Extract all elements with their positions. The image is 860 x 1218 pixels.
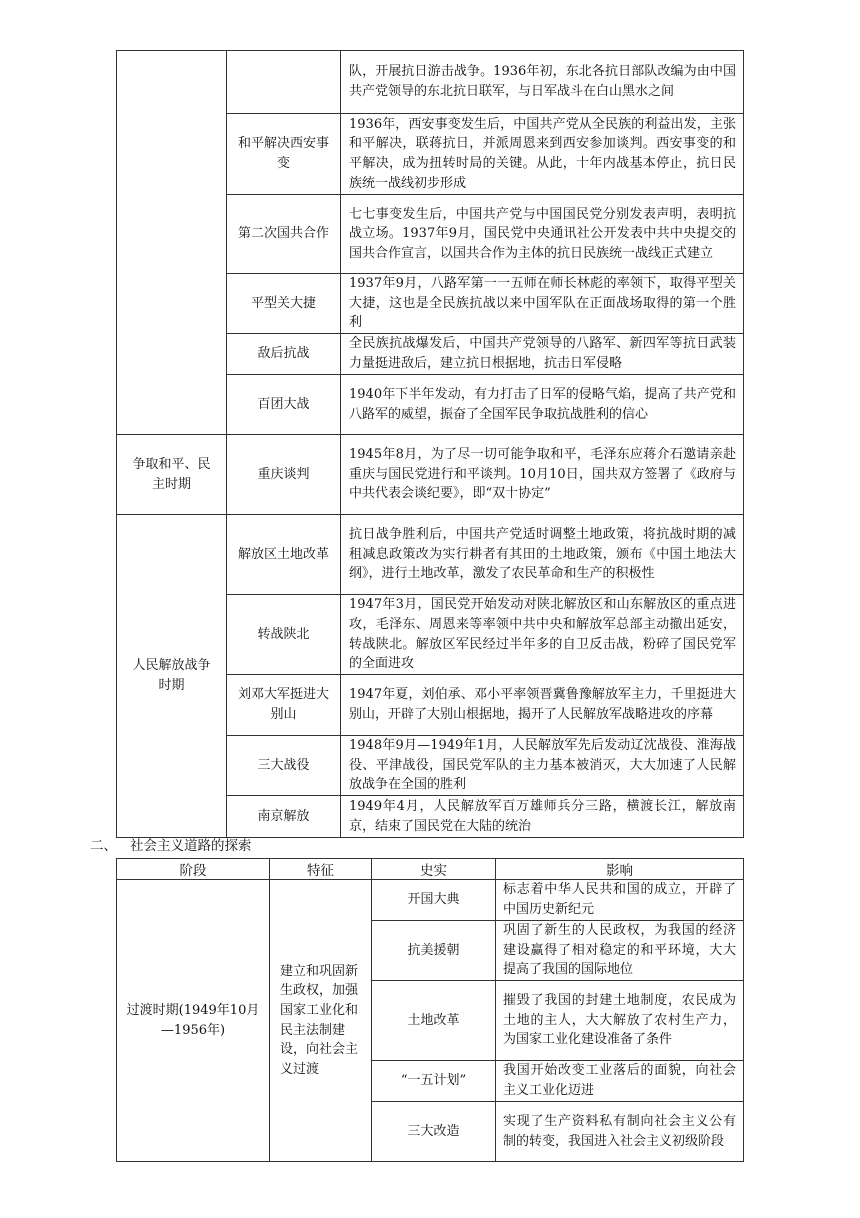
impact-cell: 抗日战争胜利后，中国共产党适时调整土地政策，将抗战时期的减租减息政策改为实行耕者有其田的土地政策，颁布《中国土地法大纲》，进行土地改革，激发了农民革命和生产的积极性 <box>341 515 744 595</box>
fact-cell: 三大战役 <box>227 736 341 796</box>
impact-cell: 全民族抗战爆发后，中国共产党领导的八路军、新四军等抗日武装力量挺进敌后，建立抗日根据地，抗击日军侵略 <box>341 334 744 375</box>
fact-cell: 解放区土地改革 <box>227 515 341 595</box>
fact-cell: 敌后抗战 <box>227 334 341 375</box>
impact-cell: 巩固了新生的人民政权，为我国的经济建设赢得了相对稳定的和平环境，大大提高了我国的国际地位 <box>496 921 744 981</box>
fact-cell: 第二次国共合作 <box>227 195 341 274</box>
fact-cell <box>227 51 341 114</box>
fact-cell: 转战陕北 <box>227 595 341 675</box>
history-table-part1 <box>116 50 744 838</box>
section-title: 社会主义道路的探索 <box>130 838 252 854</box>
impact-cell: 1947年3月，国民党开始发动对陕北解放区和山东解放区的重点进攻，毛泽东、周恩来等率领中共中央和解放军总部主动撤出延安，转战陕北。解放区军民经过半年多的自卫反击战，粉碎了国民党军的全面进攻 <box>341 595 744 675</box>
impact-cell: 队，开展抗日游击战争。1936年初，东北各抗日部队改编为由中国共产党领导的东北抗日联军，与日军战斗在白山黑水之间 <box>341 51 744 114</box>
impact-cell: 实现了生产资料私有制向社会主义公有制的转变，我国进入社会主义初级阶段 <box>496 1102 744 1162</box>
impact-cell: 1945年8月，为了尽一切可能争取和平，毛泽东应蒋介石邀请亲赴重庆与国民党进行和平谈判。10月10日，国共双方签署了《政府与中共代表会谈纪要》，即“双十协定” <box>341 435 744 515</box>
impact-cell: 七七事变发生后，中国共产党与中国国民党分别发表声明，表明抗战立场。1937年9月，国民党中央通讯社公开发表中共中央提交的国共合作宣言，以国共合作为主体的抗日民族统一战线正式建立 <box>341 195 744 274</box>
fact-cell: 刘邓大军挺进大别山 <box>227 675 341 736</box>
impact-cell: 1940年下半年发动，有力打击了日军的侵略气焰，提高了共产党和八路军的威望，振奋了全国军民争取抗战胜利的信心 <box>341 375 744 435</box>
header-fact: 史实 <box>372 859 496 880</box>
fact-cell: 抗美援朝 <box>372 921 496 981</box>
fact-cell: 和平解决西安事变 <box>227 114 341 195</box>
fact-cell: 开国大典 <box>372 880 496 921</box>
fact-cell: 百团大战 <box>227 375 341 435</box>
header-feature: 特征 <box>270 859 372 880</box>
header-stage: 阶段 <box>117 859 270 880</box>
impact-cell: 1937年9月，八路军第一一五师在师长林彪的率领下，取得平型关大捷，这也是全民族抗战以来中国军队在正面战场取得的第一个胜利 <box>341 274 744 334</box>
stage-cell-empty <box>117 51 227 435</box>
stage-cell: 争取和平、民主时期 <box>117 435 227 515</box>
table-header-row <box>117 859 744 880</box>
fact-cell: “一五计划” <box>372 1061 496 1102</box>
table-row <box>117 51 744 114</box>
impact-cell: 摧毁了我国的封建土地制度，农民成为土地的主人，大大解放了农村生产力，为国家工业化建设准备了条件 <box>496 981 744 1061</box>
impact-cell: 标志着中华人民共和国的成立，开辟了中国历史新纪元 <box>496 880 744 921</box>
section-number: 二、 <box>90 838 117 854</box>
table-row <box>117 880 744 921</box>
fact-cell: 平型关大捷 <box>227 274 341 334</box>
header-impact: 影响 <box>496 859 744 880</box>
impact-cell: 1949年4月，人民解放军百万雄师兵分三路，横渡长江，解放南京，结束了国民党在大陆的统治 <box>341 796 744 838</box>
stage-cell: 过渡时期(1949年10月—1956年) <box>117 880 270 1162</box>
impact-cell: 1947年夏，刘伯承、邓小平率领晋冀鲁豫解放军主力，千里挺进大别山，开辟了大别山根据地，揭开了人民解放军战略进攻的序幕 <box>341 675 744 736</box>
fact-cell: 南京解放 <box>227 796 341 838</box>
feature-cell: 建立和巩固新生政权，加强国家工业化和民主法制建设，向社会主义过渡 <box>270 880 372 1162</box>
fact-cell: 土地改革 <box>372 981 496 1061</box>
fact-cell: 重庆谈判 <box>227 435 341 515</box>
section-heading <box>90 834 252 854</box>
table-row <box>117 515 744 595</box>
stage-cell: 人民解放战争时期 <box>117 515 227 838</box>
transition-period-table <box>116 858 744 1162</box>
fact-cell: 三大改造 <box>372 1102 496 1162</box>
impact-cell: 1948年9月—1949年1月，人民解放军先后发动辽沈战役、淮海战役、平津战役，国民党军队的主力基本被消灭，大大加速了人民解放战争在全国的胜利 <box>341 736 744 796</box>
table-row <box>117 435 744 515</box>
impact-cell: 我国开始改变工业落后的面貌，向社会主义工业化迈进 <box>496 1061 744 1102</box>
impact-cell: 1936年，西安事变发生后，中国共产党从全民族的利益出发，主张和平解决，联蒋抗日，并派周恩来到西安参加谈判。西安事变的和平解决，成为扭转时局的关键。从此，十年内战基本停止，抗日民族统一战线初步形成 <box>341 114 744 195</box>
